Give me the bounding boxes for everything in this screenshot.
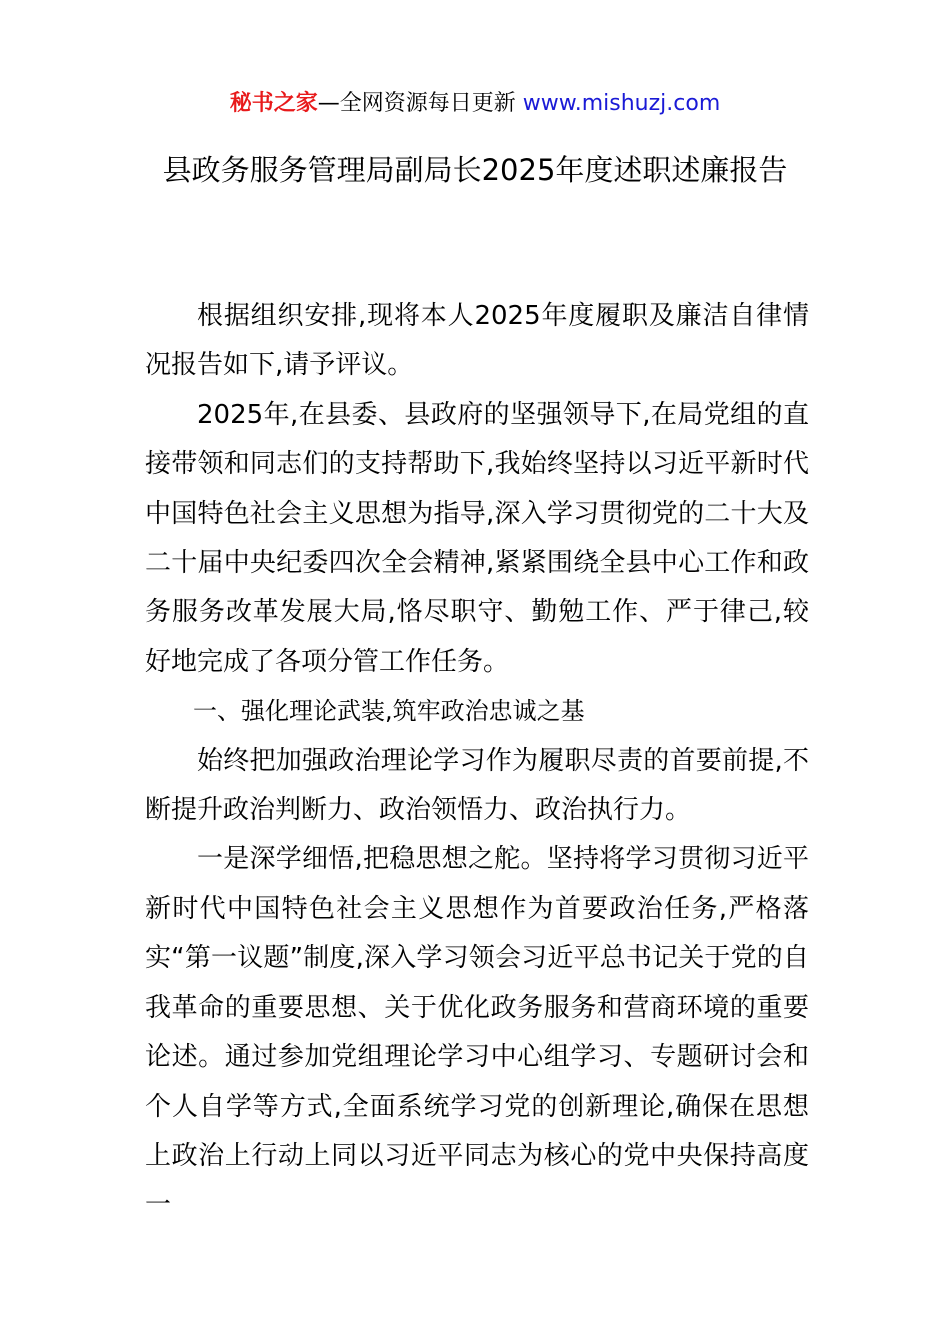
paragraph-section-1-item-1: 一是深学细悟,把稳思想之舵。坚持将学习贯彻习近平新时代中国特色社会主义思想作为首要政治任务,严格落实“第一议题”制度,深入学习领会习近平总书记关于党的自我革命的重要思想、关于优化政务服务和营商环境的重要论述。通过参加党组理论学习中心组学习、专题研讨会和个人自学等方式,全面系统学习党的创新理论,确保在思想上政治上行动上同以习近平同志为核心的党中央保持高度一: [145, 844, 809, 1221]
document-title: 县政务服务管理局副局长2025年度述职述廉报告: [162, 153, 788, 187]
site-url-link[interactable]: www.mishuzj.com: [522, 91, 721, 116]
document-body: [145, 292, 809, 1231]
site-brand: 秘书之家: [229, 91, 318, 116]
paragraph-overview: 2025年,在县委、县政府的坚强领导下,在局党组的直接带领和同志们的支持帮助下,我始终坚持以习近平新时代中国特色社会主义思想为指导,深入学习贯彻党的二十大及二十届中央纪委四次全会精神,紧紧围绕全县中心工作和政务服务改革发展大局,恪尽职守、勤勉工作、严于律己,较好地完成了各项分管工作任务。: [145, 399, 809, 677]
site-header: [0, 88, 950, 120]
paragraph-intro: 根据组织安排,现将本人2025年度履职及廉洁自律情况报告如下,请予评议。: [145, 301, 809, 381]
paragraph-section-1-lead: 始终把加强政治理论学习作为履职尽责的首要前提,不断提升政治判断力、政治领悟力、政治执行力。: [145, 745, 809, 826]
section-heading-1: 一、强化理论武装,筑牢政治忠诚之基: [193, 697, 585, 726]
site-tagline: —全网资源每日更新: [317, 91, 523, 116]
